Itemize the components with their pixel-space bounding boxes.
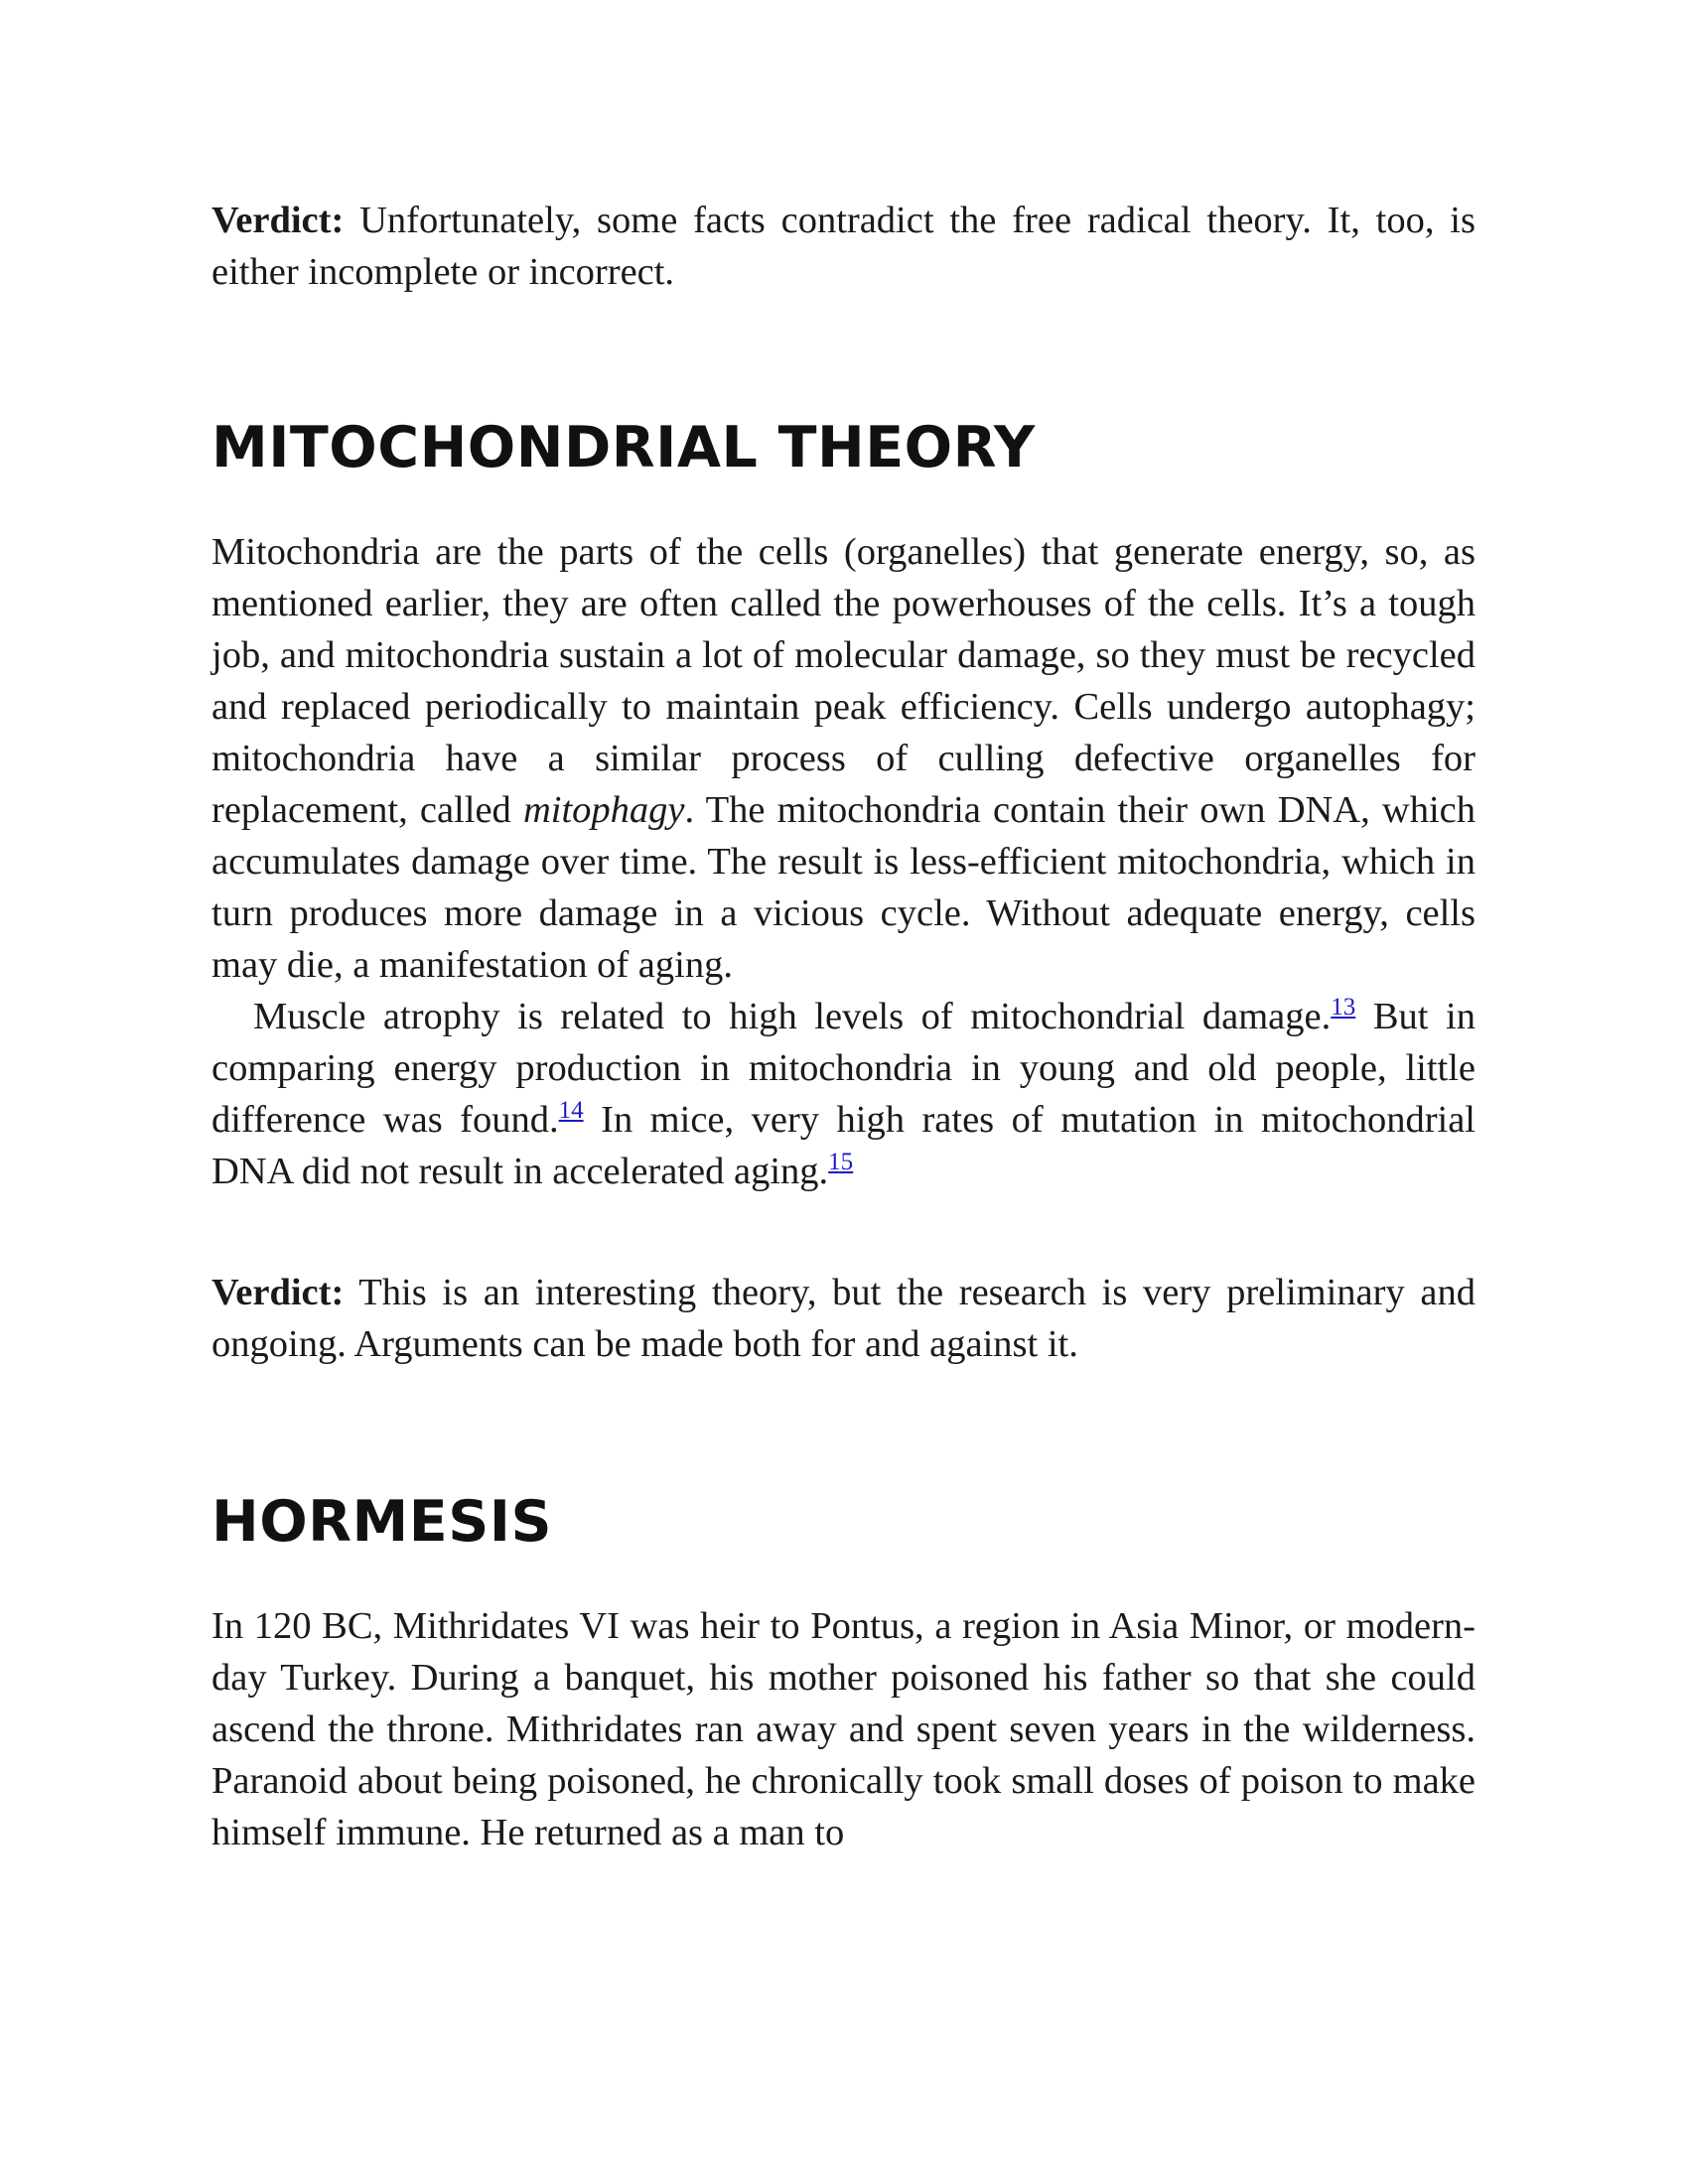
- paragraph-text: But in comparing energy production in mitochondria in young and old people, little difference was found.: [211, 996, 1477, 1141]
- verdict-label: Verdict:: [211, 1272, 345, 1313]
- footnote-link-13[interactable]: 13: [1331, 994, 1356, 1021]
- mitochondrial-paragraph-1: [211, 526, 1476, 991]
- page-content: [211, 195, 1476, 1858]
- footnote-link-14[interactable]: 14: [558, 1097, 584, 1124]
- verdict-text: Unfortunately, some facts contradict the free radical theory. It, too, is either incomplete or incorrect.: [211, 200, 1476, 293]
- paragraph-text: Muscle atrophy is related to high levels of mitochondrial damage.: [253, 996, 1332, 1037]
- paragraph-text: . The mitochondria contain their own DNA, which accumulates damage over time. The result is less-efficient mitochondria, which in turn produces more damage in a vicious cycle. Without adequate energy, cells may die, a manifestation of aging.: [211, 789, 1476, 986]
- paragraph-text: Mitochondria are the parts of the cells (organelles) that generate energy, so, as mentioned earlier, they are often called the powerhouses of the cells. It’s a tough job, and mitochondria sustain a lot of molecular damage, so they must be recycled and replaced periodically to maintain peak efficiency. Cells undergo autophagy; mitochondria have a similar process of culling defective organelles for replacement, called: [211, 531, 1476, 831]
- verdict-text: This is an interesting theory, but the research is very preliminary and ongoing. Arguments can be made both for and against it.: [211, 1272, 1476, 1365]
- mitochondrial-paragraph-2: [211, 991, 1476, 1197]
- verdict-label: Verdict:: [211, 200, 345, 241]
- hormesis-paragraph-1: In 120 BC, Mithridates VI was heir to Pontus, a region in Asia Minor, or modern-day Turkey. During a banquet, his mother poisoned his father so that she could ascend the throne. Mithridates ran away and spent seven years in the wilderness. Paranoid about being poisoned, he chronically took small doses of poison to make himself immune. He returned as a man to: [211, 1605, 1476, 1853]
- verdict-paragraph-2: [211, 1267, 1476, 1370]
- verdict-paragraph-1: [211, 195, 1476, 298]
- footnote-link-15[interactable]: 15: [828, 1149, 854, 1175]
- italic-term: mitophagy: [522, 789, 685, 831]
- paragraph-text: In mice, very high rates of mutation in mitochondrial DNA did not result in accelerated aging.: [211, 1099, 1476, 1192]
- section-heading-hormesis: HORMESIS: [211, 1489, 553, 1555]
- section-heading-mitochondrial-theory: MITOCHONDRIAL THEORY: [211, 415, 1036, 480]
